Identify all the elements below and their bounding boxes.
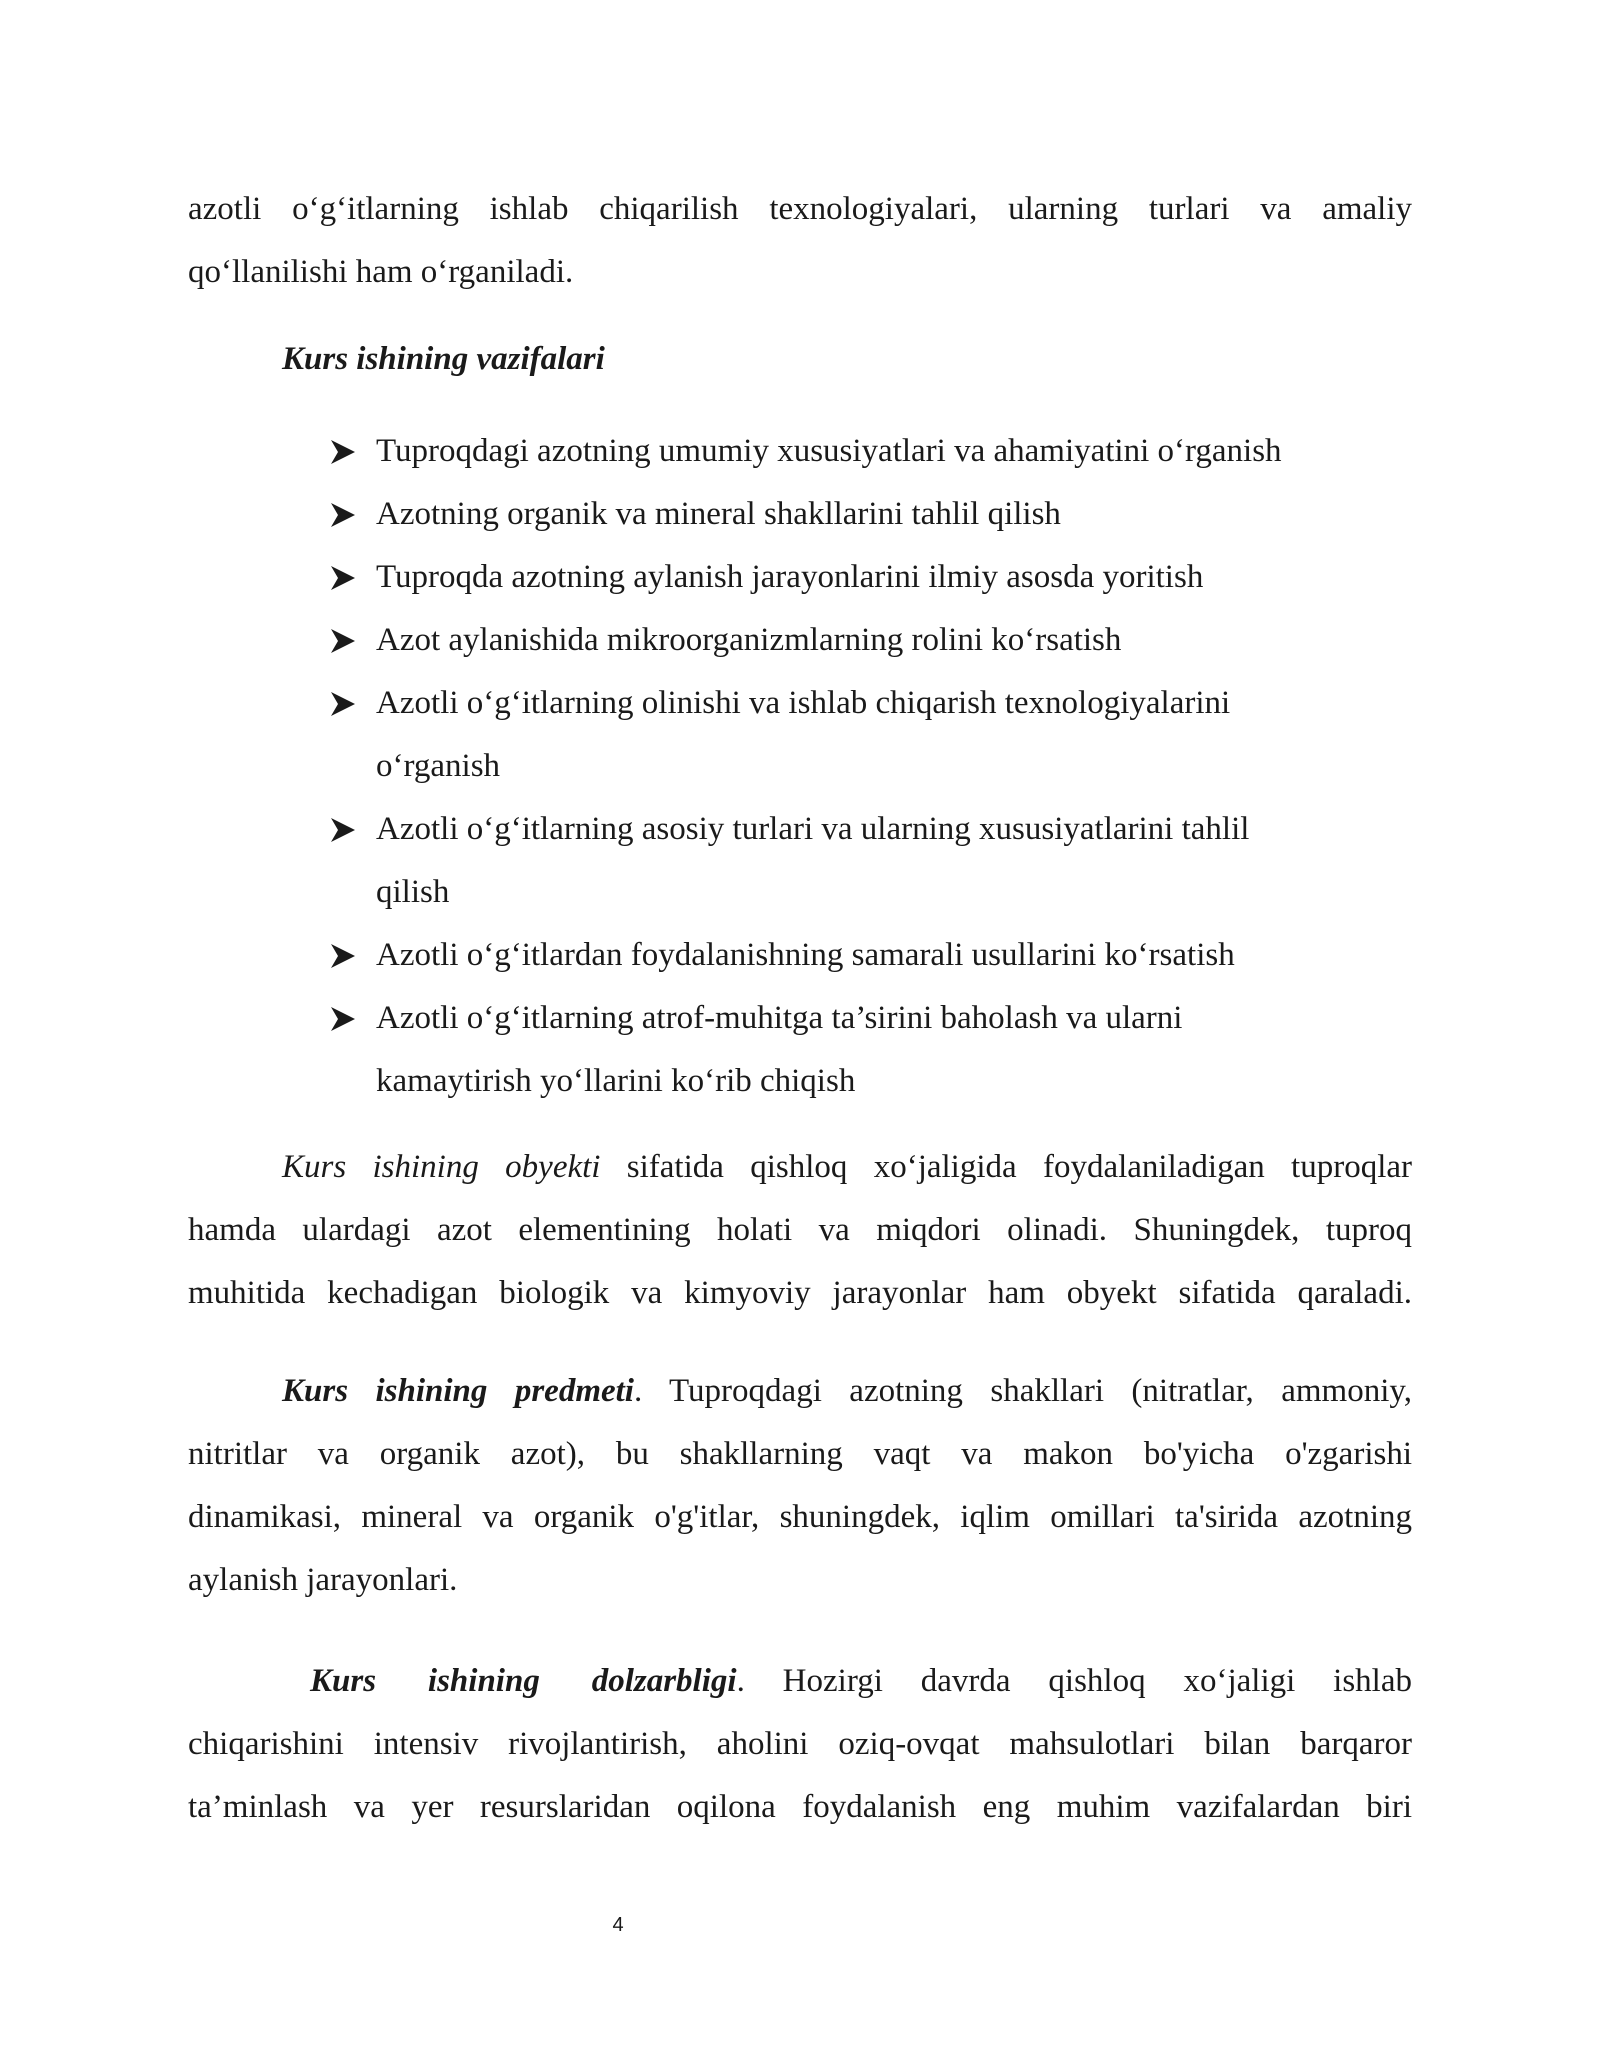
task-line-1: Azotli o‘g‘itlardan foydalanishning samarali usullarini ko‘rsatish [376, 937, 1235, 973]
subject-line-3: dinamikasi, mineral va organik o'g'itlar, shuningdek, iqlim omillari ta'sirida azotning [188, 1499, 1412, 1535]
task-line-2: o‘rganish [376, 748, 501, 784]
tasks-heading: Kurs ishining vazifalari [282, 341, 605, 377]
arrow-bullet-icon [328, 689, 358, 719]
subject-line-2: nitritlar va organik azot), bu shakllarning vaqt va makon bo'yicha o'zgarishi [188, 1436, 1412, 1472]
subject-line-1-rest: . Tuproqdagi azotning shakllari (nitratlar, ammoniy, [633, 1373, 1412, 1409]
task-item [328, 546, 1428, 609]
relevance-line-2: chiqarishini intensiv rivojlantirish, aholini oziq-ovqat mahsulotlari bilan barqaror [188, 1726, 1412, 1762]
object-line-1 [188, 1136, 1412, 1199]
task-item [328, 987, 1428, 1113]
arrow-bullet-icon [328, 941, 358, 971]
page-number: 4 [612, 1914, 624, 1936]
object-lead: Kurs ishining obyekti [282, 1149, 601, 1185]
task-line-1: Azotli o‘g‘itlarning asosiy turlari va ularning xususiyatlarini tahlil [376, 811, 1250, 847]
relevance-line-1-rest: . Hozirgi davrda qishloq xo‘jaligi ishlab [736, 1663, 1412, 1699]
arrow-bullet-icon [328, 563, 358, 593]
arrow-bullet-icon [328, 626, 358, 656]
subject-lead: Kurs ishining predmeti [282, 1373, 634, 1409]
object-line-3: muhitida kechadigan biologik va kimyoviy jarayonlar ham obyekt sifatida qaraladi. [188, 1275, 1412, 1311]
subject-line-1 [188, 1360, 1412, 1423]
arrow-bullet-icon [328, 1004, 358, 1034]
relevance-paragraph [188, 1650, 1412, 1839]
task-item [328, 924, 1428, 987]
task-line-1: Tuproqda azotning aylanish jarayonlarini ilmiy asosda yoritish [376, 559, 1204, 595]
task-line-2: kamaytirish yo‘llarini ko‘rib chiqish [376, 1063, 856, 1099]
tasks-list [328, 420, 1428, 1113]
arrow-bullet-icon [328, 500, 358, 530]
task-line-1: Tuproqdagi azotning umumiy xususiyatlari va ahamiyatini o‘rganish [376, 433, 1282, 469]
arrow-bullet-icon [328, 815, 358, 845]
arrow-bullet-icon [328, 437, 358, 467]
object-line-1-rest: sifatida qishloq xo‘jaligida foydalaniladigan tuproqlar [600, 1149, 1412, 1185]
subject-paragraph [188, 1360, 1412, 1612]
intro-line-1: azotli o‘g‘itlarning ishlab chiqarilish texnologiyalari, ularning turlari va amaliy [188, 191, 1412, 227]
task-item [328, 798, 1428, 924]
task-item [328, 609, 1428, 672]
object-paragraph [188, 1136, 1412, 1325]
object-line-2: hamda ulardagi azot elementining holati va miqdori olinadi. Shuningdek, tuproq [188, 1212, 1412, 1248]
relevance-lead: Kurs ishining dolzarbligi [310, 1663, 737, 1699]
task-line-1: Azotli o‘g‘itlarning atrof-muhitga ta’sirini baholash va ularni [376, 1000, 1183, 1036]
task-line-1: Azotli o‘g‘itlarning olinishi va ishlab chiqarish texnologiyalarini [376, 685, 1231, 721]
task-item [328, 483, 1428, 546]
task-line-1: Azotning organik va mineral shakllarini tahlil qilish [376, 496, 1061, 532]
relevance-line-3: ta’minlash va yer resurslaridan oqilona foydalanish eng muhim vazifalardan biri [188, 1789, 1412, 1825]
task-item [328, 672, 1428, 798]
task-item [328, 420, 1428, 483]
task-line-2: qilish [376, 874, 450, 910]
relevance-line-1 [188, 1650, 1412, 1713]
subject-line-4: aylanish jarayonlari. [188, 1562, 458, 1598]
intro-paragraph [188, 178, 1412, 304]
task-line-1: Azot aylanishida mikroorganizmlarning rolini ko‘rsatish [376, 622, 1122, 658]
intro-line-2: qo‘llanilishi ham o‘rganiladi. [188, 254, 574, 290]
